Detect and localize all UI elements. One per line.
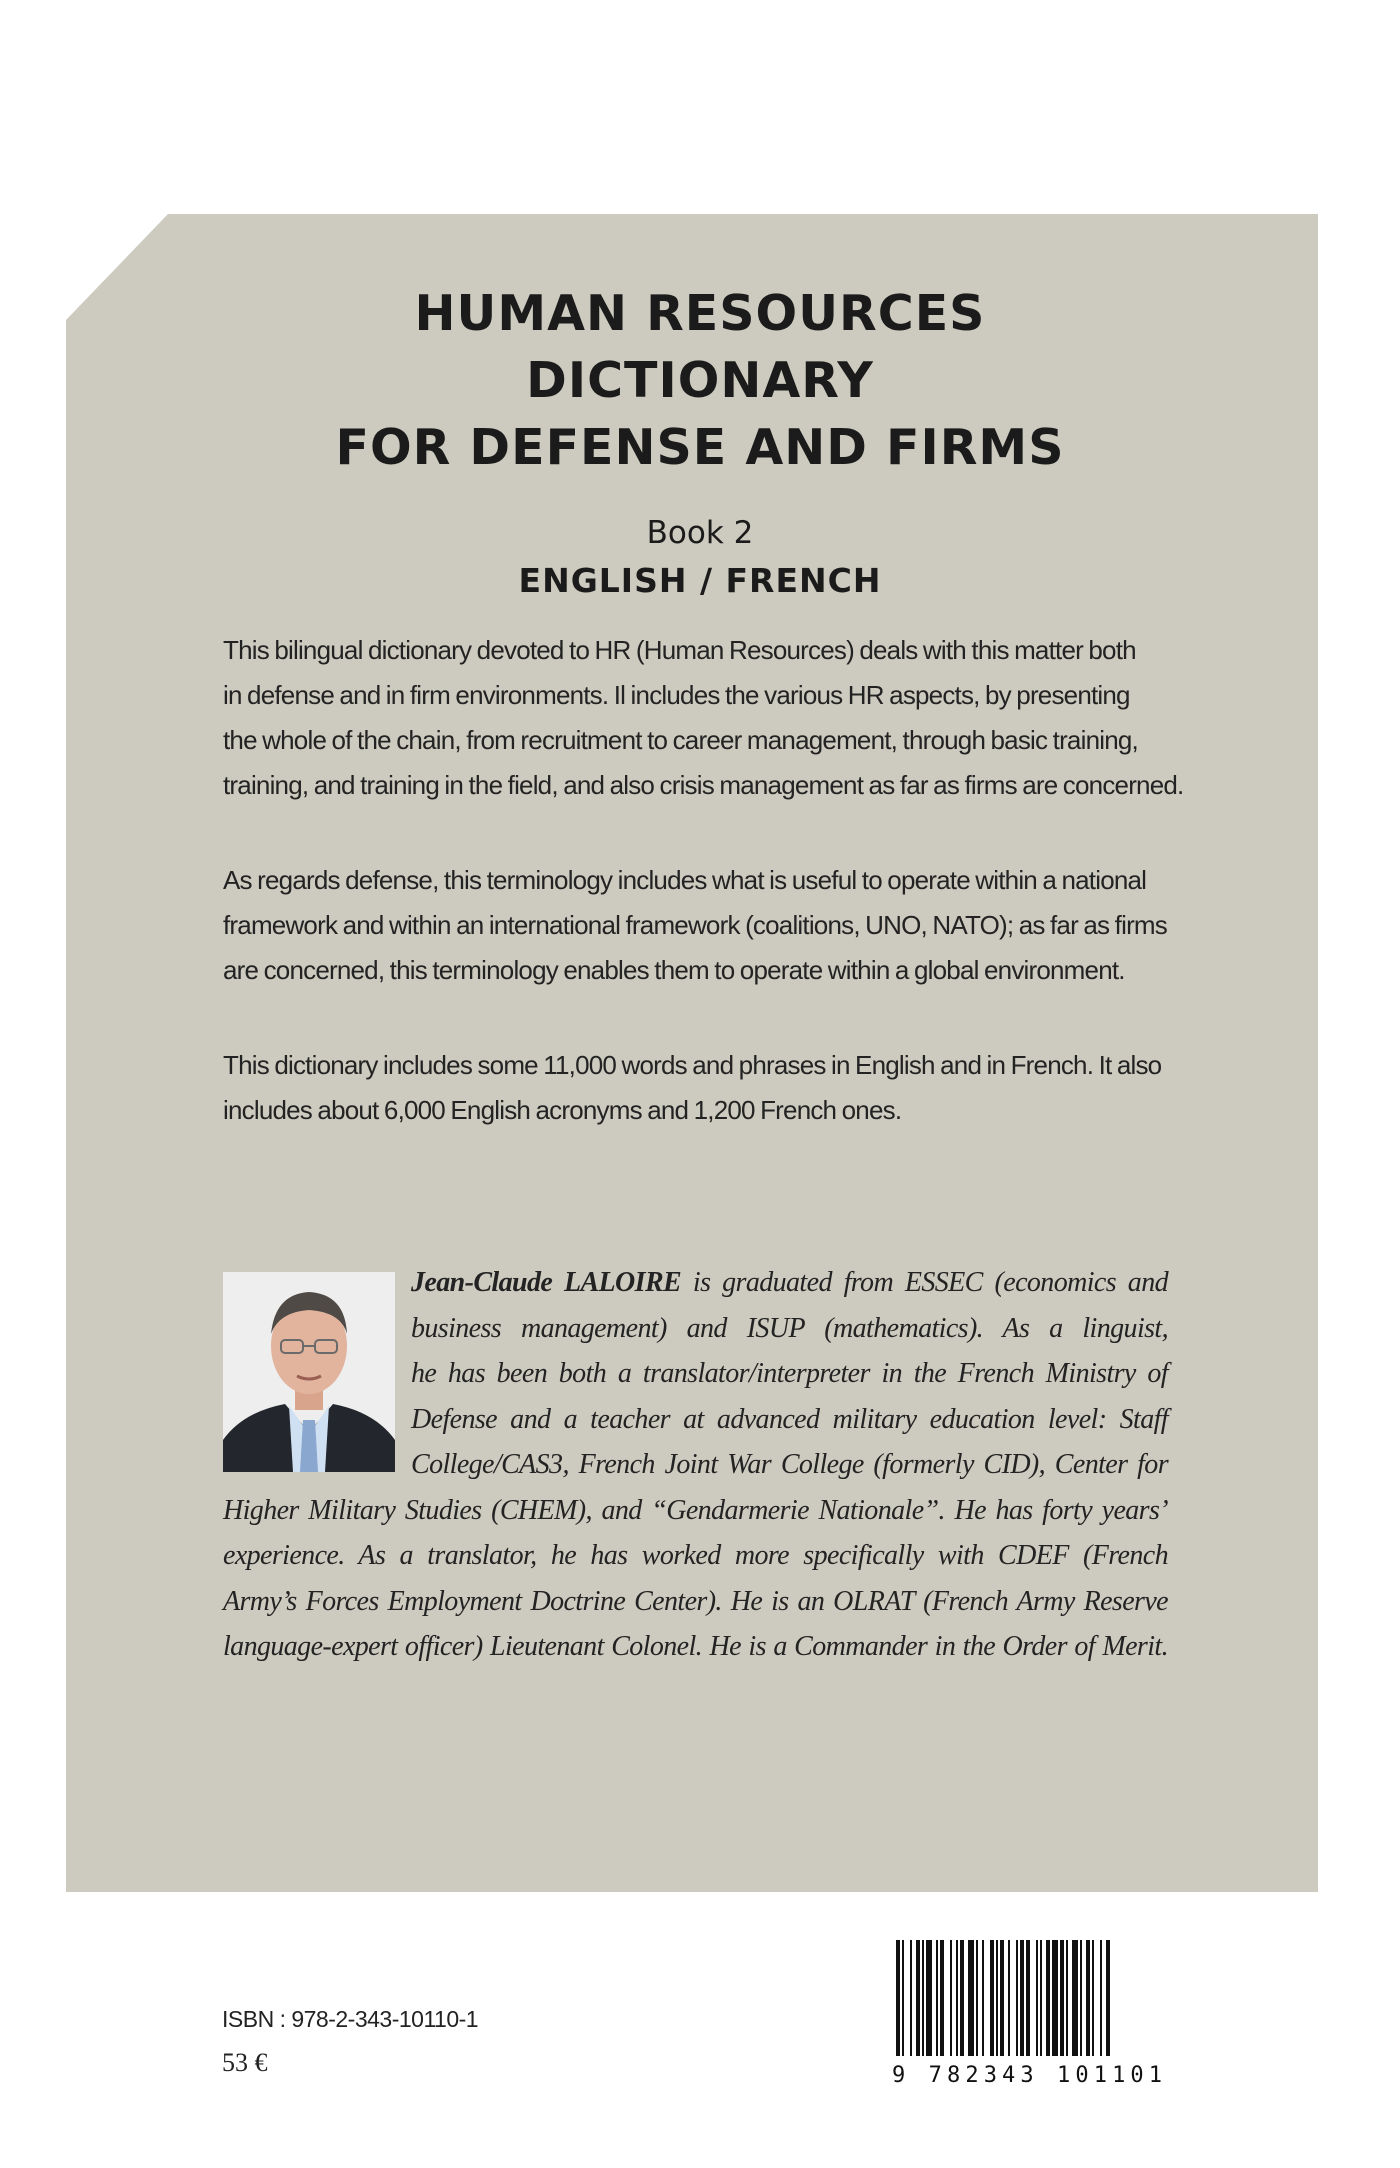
price: 53 € [222, 2048, 268, 2077]
barcode-bar [968, 1940, 974, 2056]
bio-line: Defense and a teacher at advanced military education level: Staff [411, 1403, 1168, 1435]
text-line: framework and within an international framework (coalitions, UNO, NATO); as far as firms [223, 910, 1167, 940]
barcode-bar [902, 1940, 904, 2056]
barcode-bar [950, 1940, 952, 2056]
barcode-bar [1072, 1940, 1078, 2056]
barcode-bar [1060, 1940, 1064, 2056]
description-paragraph-2 [223, 858, 1168, 993]
barcode-bar [1092, 1940, 1094, 2056]
barcode-bar [926, 1940, 932, 2056]
barcode-bar [1026, 1940, 1030, 2056]
book-volume: Book 2 [646, 515, 754, 551]
bio-line: Army’s Forces Employment Doctrine Center). He is an OLRAT (French Army Reserve [223, 1585, 1168, 1617]
text-line: in defense and in firm environments. Il includes the various HR aspects, by presenting [223, 680, 1130, 710]
isbn: ISBN : 978-2-343-10110-1 [222, 2006, 479, 2032]
barcode-bar [1100, 1940, 1102, 2056]
barcode-bar [976, 1940, 978, 2056]
barcode [888, 1940, 1166, 2090]
barcode-bar [1000, 1940, 1004, 2056]
barcode-bar [1046, 1940, 1050, 2056]
barcode-bar [896, 1940, 900, 2056]
bio-line: experience. As a translator, he has worked more specifically with CDEF (French [223, 1540, 1168, 1571]
bio-line: College/CAS3, French Joint War College (formerly CID), Center for [411, 1449, 1168, 1480]
text-line: This dictionary includes some 11,000 words and phrases in English and in French. It also [223, 1050, 1162, 1080]
barcode-bar [1020, 1940, 1024, 2056]
title-line: DICTIONARY [526, 352, 874, 409]
barcode-bar [1036, 1940, 1038, 2056]
bio-text: is graduated from ESSEC (economics and [681, 1267, 1168, 1298]
author-bio [223, 1260, 1168, 1670]
barcode-bar [1106, 1940, 1110, 2056]
barcode-bar [1052, 1940, 1058, 2056]
barcode-bar [910, 1940, 912, 2056]
bio-line: language-expert officer) Lieutenant Colonel. He is a Commander in the Order of Merit. [223, 1631, 1168, 1662]
text-line: As regards defense, this terminology includes what is useful to operate within a national [223, 865, 1147, 895]
barcode-bar [1066, 1940, 1068, 2056]
author-name: Jean-Claude LALOIRE [411, 1267, 682, 1298]
barcode-bar [996, 1940, 998, 2056]
barcode-bar [1086, 1940, 1090, 2056]
bio-line: Higher Military Studies (CHEM), and “Gendarmerie Nationale”. He has forty years’ [223, 1494, 1168, 1526]
text-line: the whole of the chain, from recruitment to career management, through basic training, [223, 725, 1138, 755]
description-paragraph-1 [223, 628, 1184, 808]
barcode-bar [956, 1940, 958, 2056]
barcode-bar [922, 1940, 924, 2056]
barcode-bar [990, 1940, 994, 2056]
barcode-digits: 9 782343 101101 [892, 2063, 1162, 2088]
barcode-bar [1016, 1940, 1018, 2056]
text-line: includes about 6,000 English acronyms and 1,200 French ones. [223, 1095, 902, 1125]
description-paragraph-3 [223, 1043, 1168, 1133]
barcode-bar [960, 1940, 964, 2056]
book-title [0, 280, 1400, 481]
barcode-bar [916, 1940, 920, 2056]
bio-first-line [411, 1260, 1168, 1306]
text-line: are concerned, this terminology enables them to operate within a global environment. [223, 955, 1125, 985]
text-line: This bilingual dictionary devoted to HR (Human Resources) deals with this matter both [223, 635, 1136, 665]
barcode-bar [982, 1940, 984, 2056]
barcode-bar [1040, 1940, 1042, 2056]
barcode-bar [940, 1940, 944, 2056]
title-line: HUMAN RESOURCES [414, 285, 986, 342]
barcode-bar [1008, 1940, 1010, 2056]
barcode-bar [936, 1940, 938, 2056]
bio-line: business management) and ISUP (mathematics). As a linguist, [411, 1312, 1168, 1344]
barcode-bar [1080, 1940, 1082, 2056]
text-line: training, and training in the field, and also crisis management as far as firms are concerned. [223, 770, 1184, 800]
book-languages: ENGLISH / FRENCH [518, 561, 882, 600]
bio-line: he has been both a translator/interpreter in the French Ministry of [411, 1358, 1168, 1389]
title-line: FOR DEFENSE AND FIRMS [335, 419, 1065, 476]
